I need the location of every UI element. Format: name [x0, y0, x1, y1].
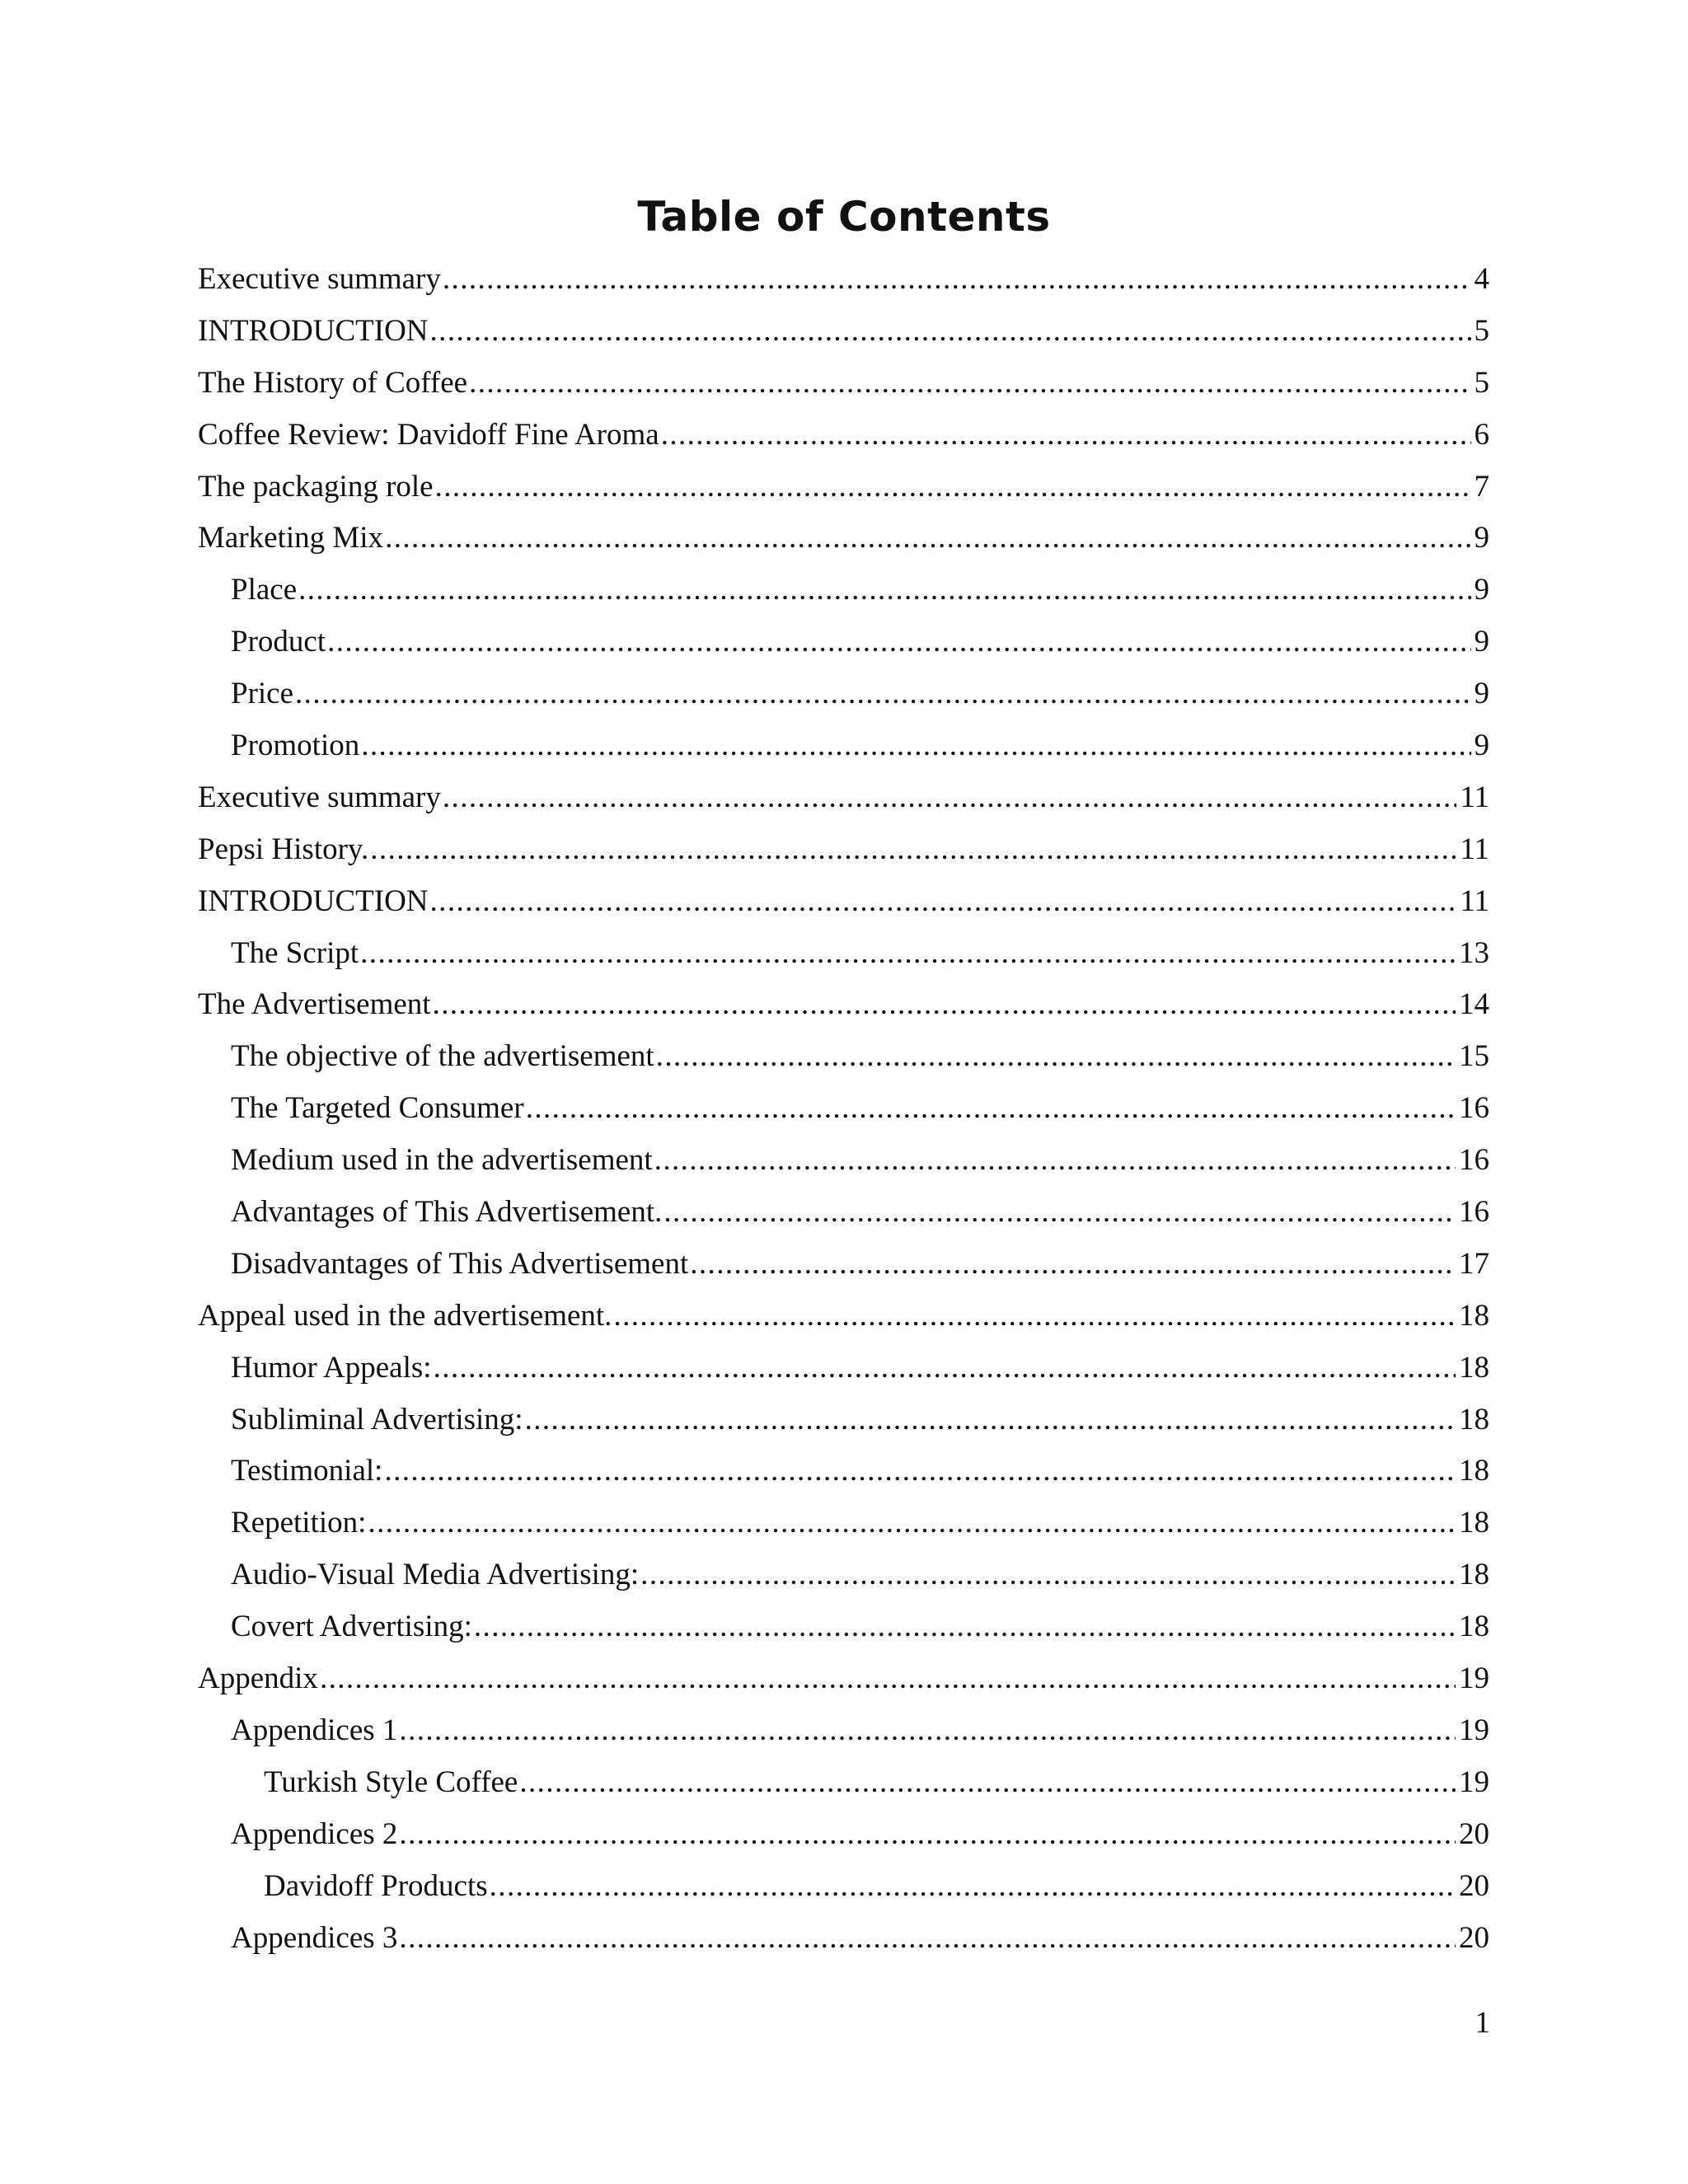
- toc-entry[interactable]: [198, 829, 1489, 881]
- toc-list: [198, 259, 1489, 1969]
- toc-entry[interactable]: [198, 569, 1489, 621]
- toc-entry-page: 15: [1459, 1039, 1489, 1074]
- toc-dot-leader: [320, 1658, 1456, 1699]
- toc-entry[interactable]: [198, 1192, 1489, 1244]
- toc-entry-title: Product: [231, 625, 326, 659]
- toc-title: Table of Contents: [637, 193, 1051, 241]
- toc-entry-page: 18: [1459, 1298, 1489, 1333]
- toc-entry[interactable]: [198, 1710, 1489, 1762]
- toc-entry-title: Promotion: [231, 729, 360, 763]
- toc-entry[interactable]: [198, 1814, 1489, 1866]
- toc-entry[interactable]: [198, 1088, 1489, 1140]
- toc-entry-title: Price: [231, 677, 294, 711]
- toc-entry[interactable]: [198, 725, 1489, 777]
- toc-entry-page: 18: [1459, 1610, 1489, 1644]
- toc-entry[interactable]: [198, 259, 1489, 311]
- toc-entry-title: Medium used in the advertisement: [231, 1143, 653, 1178]
- toc-dot-leader: [663, 1192, 1456, 1233]
- toc-dot-leader: [435, 466, 1471, 508]
- toc-entry[interactable]: [198, 881, 1489, 933]
- toc-entry[interactable]: [198, 933, 1489, 985]
- toc-entry-page: 9: [1474, 521, 1489, 555]
- toc-entry[interactable]: [198, 777, 1489, 829]
- toc-entry[interactable]: [198, 466, 1489, 518]
- toc-entry-page: 7: [1474, 469, 1489, 504]
- toc-entry-title: Place: [231, 573, 298, 607]
- toc-entry[interactable]: [198, 1296, 1489, 1347]
- toc-dot-leader: [519, 1762, 1456, 1803]
- toc-dot-leader: [490, 1866, 1456, 1907]
- toc-entry-title: The Targeted Consumer: [231, 1091, 524, 1126]
- toc-entry[interactable]: [198, 1606, 1489, 1658]
- toc-entry-page: 16: [1459, 1091, 1489, 1126]
- toc-entry-page: 18: [1459, 1558, 1489, 1592]
- toc-entry-page: 20: [1459, 1868, 1489, 1903]
- toc-entry-page: 13: [1459, 935, 1489, 970]
- toc-entry[interactable]: [198, 518, 1489, 569]
- toc-entry-page: 20: [1459, 1816, 1489, 1851]
- toc-entry[interactable]: [198, 363, 1489, 415]
- toc-entry-title: Audio-Visual Media Advertising:: [231, 1558, 640, 1592]
- toc-entry[interactable]: [198, 621, 1489, 673]
- toc-dot-leader: [613, 1296, 1456, 1337]
- toc-entry[interactable]: [198, 1866, 1489, 1918]
- toc-entry-title: The Advertisement: [198, 987, 431, 1022]
- toc-entry-page: 9: [1474, 729, 1489, 763]
- toc-entry-page: 9: [1474, 573, 1489, 607]
- toc-entry-title: Coffee Review: Davidoff Fine Aroma: [198, 417, 659, 452]
- toc-entry-title: Advantages of This Advertisement.: [231, 1195, 663, 1230]
- toc-entry-title: Appeal used in the advertisement.: [198, 1298, 612, 1333]
- toc-dot-leader: [295, 673, 1470, 715]
- toc-entry[interactable]: [198, 1554, 1489, 1606]
- toc-entry-page: 5: [1474, 313, 1489, 348]
- toc-entry-page: 18: [1459, 1454, 1489, 1488]
- toc-entry-page: 17: [1459, 1246, 1489, 1281]
- toc-entry[interactable]: [198, 984, 1489, 1036]
- toc-entry-title: Disadvantages of This Advertisement: [231, 1246, 689, 1281]
- toc-entry-title: The Script: [231, 935, 359, 970]
- toc-entry-title: Testimonial:: [231, 1454, 383, 1488]
- toc-dot-leader: [360, 933, 1456, 974]
- toc-entry-title: Executive summary: [198, 780, 441, 814]
- toc-dot-leader: [525, 1399, 1456, 1441]
- toc-entry[interactable]: [198, 1244, 1489, 1296]
- toc-entry[interactable]: [198, 1036, 1489, 1088]
- toc-entry-page: 5: [1474, 365, 1489, 400]
- toc-entry-title: Humor Appeals:: [231, 1350, 432, 1385]
- toc-dot-leader: [384, 1451, 1456, 1492]
- toc-entry-page: 16: [1459, 1195, 1489, 1230]
- toc-entry[interactable]: [198, 1347, 1489, 1399]
- toc-entry-page: 11: [1460, 883, 1489, 918]
- toc-entry-page: 6: [1474, 417, 1489, 452]
- toc-entry-page: 19: [1459, 1765, 1489, 1799]
- toc-dot-leader: [434, 1347, 1456, 1389]
- toc-entry-page: 18: [1459, 1506, 1489, 1540]
- toc-entry[interactable]: [198, 415, 1489, 466]
- toc-entry-page: 20: [1459, 1920, 1489, 1955]
- toc-entry[interactable]: [198, 1658, 1489, 1710]
- toc-entry-title: Appendix: [198, 1661, 318, 1696]
- toc-dot-leader: [433, 984, 1456, 1025]
- toc-entry-page: 4: [1474, 262, 1489, 296]
- toc-entry[interactable]: [198, 1502, 1489, 1554]
- toc-entry-page: 18: [1459, 1402, 1489, 1436]
- toc-dot-leader: [474, 1606, 1456, 1647]
- toc-dot-leader: [443, 259, 1471, 300]
- toc-entry-title: Executive summary: [198, 262, 441, 296]
- toc-entry-page: 14: [1459, 987, 1489, 1022]
- toc-entry-page: 19: [1459, 1661, 1489, 1696]
- toc-entry[interactable]: [198, 673, 1489, 725]
- toc-entry[interactable]: [198, 1140, 1489, 1192]
- toc-entry-page: 18: [1459, 1350, 1489, 1385]
- toc-entry-title: The packaging role: [198, 469, 434, 504]
- toc-entry-page: 9: [1474, 625, 1489, 659]
- toc-dot-leader: [443, 777, 1456, 818]
- toc-dot-leader: [430, 311, 1471, 352]
- toc-entry-title: INTRODUCTION: [198, 883, 429, 918]
- toc-dot-leader: [640, 1554, 1456, 1596]
- toc-dot-leader: [385, 518, 1470, 559]
- toc-entry-title: The objective of the advertisement: [231, 1039, 654, 1074]
- toc-dot-leader: [368, 1502, 1456, 1544]
- toc-entry-title: Covert Advertising:: [231, 1610, 472, 1644]
- toc-entry-title: Repetition:: [231, 1506, 367, 1540]
- toc-dot-leader: [661, 415, 1471, 456]
- toc-dot-leader: [361, 725, 1470, 766]
- toc-entry-page: 19: [1459, 1713, 1489, 1747]
- toc-dot-leader: [298, 569, 1470, 611]
- toc-dot-leader: [469, 363, 1470, 404]
- toc-entry-page: 9: [1474, 677, 1489, 711]
- toc-entry-title: Appendices 2: [231, 1816, 398, 1851]
- toc-entry-page: 11: [1460, 832, 1489, 866]
- toc-entry-page: 16: [1459, 1143, 1489, 1178]
- toc-dot-leader: [399, 1710, 1456, 1751]
- toc-entry-title: INTRODUCTION: [198, 313, 429, 348]
- toc-entry-title: Appendices 1: [231, 1713, 398, 1747]
- toc-dot-leader: [526, 1088, 1456, 1129]
- toc-dot-leader: [690, 1244, 1456, 1285]
- toc-dot-leader: [327, 621, 1470, 663]
- toc-entry-title: Appendices 3: [231, 1920, 398, 1955]
- toc-entry[interactable]: [198, 1762, 1489, 1814]
- toc-entry-page: 11: [1460, 780, 1489, 814]
- page-number: 1: [1475, 2006, 1490, 2040]
- toc-dot-leader: [654, 1140, 1456, 1181]
- toc-entry-title: Marketing Mix: [198, 521, 384, 555]
- toc-dot-leader: [430, 881, 1457, 922]
- toc-entry-title: Davidoff Products: [264, 1868, 488, 1903]
- toc-dot-leader: [656, 1036, 1456, 1077]
- toc-dot-leader: [370, 829, 1456, 870]
- toc-entry[interactable]: [198, 1399, 1489, 1451]
- toc-entry[interactable]: [198, 311, 1489, 363]
- toc-entry-title: Pepsi History.: [198, 832, 369, 866]
- toc-entry-title: Subliminal Advertising:: [231, 1402, 523, 1436]
- toc-entry[interactable]: [198, 1918, 1489, 1970]
- toc-entry-title: Turkish Style Coffee: [264, 1765, 518, 1799]
- toc-entry-title: The History of Coffee: [198, 365, 468, 400]
- toc-dot-leader: [399, 1814, 1456, 1855]
- toc-entry[interactable]: [198, 1451, 1489, 1502]
- toc-dot-leader: [399, 1918, 1456, 1959]
